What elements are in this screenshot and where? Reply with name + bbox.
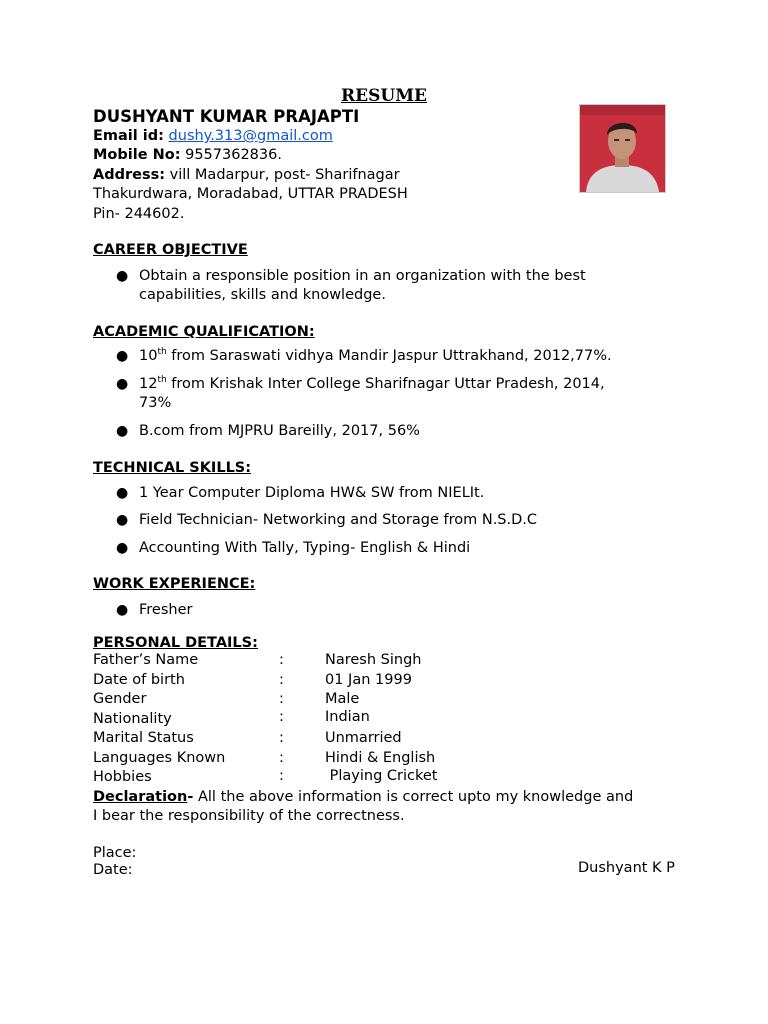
personal-value-gender: Male <box>325 691 360 707</box>
personal-value-languages: Hindi & English <box>325 750 436 766</box>
mobile-value: 9557362836. <box>185 147 282 163</box>
declaration-dash: - <box>187 789 194 805</box>
address-label: Address: <box>93 167 166 183</box>
address-line-1 <box>93 167 400 183</box>
academic-heading: ACADEMIC QUALIFICATION: <box>93 324 315 340</box>
personal-value-marital-status: Unmarried <box>325 730 402 746</box>
personal-separator: : <box>279 768 284 784</box>
bullet-icon: ● <box>116 540 129 556</box>
academic-item-text: from Krishak Inter College Sharifnagar Uttar Pradesh, 2014, <box>166 376 605 392</box>
career-objective-heading: CAREER OBJECTIVE <box>93 242 248 258</box>
address-line-2: Thakurdwara, Moradabad, UTTAR PRADESH <box>93 186 408 202</box>
bullet-icon: ● <box>116 602 129 618</box>
place-label: Place: <box>93 845 137 861</box>
bullet-icon: ● <box>116 485 129 501</box>
grade-number: 12 <box>139 376 158 392</box>
email-label: Email id: <box>93 128 164 144</box>
candidate-name: DUSHYANT KUMAR PRAJAPTI <box>93 107 360 126</box>
academic-item-3: B.com from MJPRU Bareilly, 2017, 56% <box>139 423 420 439</box>
grade-number: 10 <box>139 348 158 364</box>
grade-suffix: th <box>157 347 167 357</box>
work-experience-heading: WORK EXPERIENCE: <box>93 576 256 592</box>
personal-separator: : <box>279 750 284 766</box>
declaration-line-1 <box>93 789 633 805</box>
email-link[interactable]: dushy.313@gmail.com <box>168 128 333 144</box>
personal-label-gender: Gender <box>93 691 147 707</box>
bullet-icon: ● <box>116 376 129 392</box>
personal-label-languages: Languages Known <box>93 750 226 766</box>
skill-item-1: 1 Year Computer Diploma HW& SW from NIELIt. <box>139 485 485 501</box>
skill-item-3: Accounting With Tally, Typing- English & Hindi <box>139 540 471 556</box>
bullet-icon: ● <box>116 423 129 439</box>
declaration-label: Declaration <box>93 789 188 805</box>
academic-item-text: from Saraswati vidhya Mandir Jaspur Uttrakhand, 2012,77%. <box>166 348 612 364</box>
personal-label-fathers-name: Father’s Name <box>93 652 199 668</box>
mobile-label: Mobile No: <box>93 147 181 163</box>
personal-separator: : <box>279 691 284 707</box>
personal-label-nationality: Nationality <box>93 711 172 727</box>
person-photo-icon <box>580 105 665 192</box>
bullet-icon: ● <box>116 348 129 364</box>
personal-value-fathers-name: Naresh Singh <box>325 652 422 668</box>
personal-value-dob: 01 Jan 1999 <box>325 672 412 688</box>
personal-value-hobbies: Playing Cricket <box>325 768 438 784</box>
technical-skills-heading: TECHNICAL SKILLS: <box>93 460 252 476</box>
email-line <box>93 128 333 144</box>
academic-item-1 <box>139 348 612 364</box>
date-label: Date: <box>93 862 133 878</box>
bullet-icon: ● <box>116 268 129 284</box>
signature-name: Dushyant K P <box>578 860 675 876</box>
address-line-3: Pin- 244602. <box>93 206 185 222</box>
academic-item-2-continued: 73% <box>139 395 172 411</box>
objective-line-1: Obtain a responsible position in an organization with the best <box>139 268 586 284</box>
mobile-line <box>93 147 282 163</box>
profile-photo <box>579 104 666 193</box>
resume-title: RESUME <box>341 86 427 106</box>
personal-details-heading: PERSONAL DETAILS: <box>93 635 258 651</box>
declaration-text-1: All the above information is correct upto my knowledge and <box>193 789 634 805</box>
skill-item-2: Field Technician- Networking and Storage from N.S.D.C <box>139 512 538 528</box>
personal-label-hobbies: Hobbies <box>93 769 152 785</box>
bullet-icon: ● <box>116 512 129 528</box>
academic-item-2 <box>139 376 605 392</box>
personal-label-marital-status: Marital Status <box>93 730 194 746</box>
address-value-1: vill Madarpur, post- Sharifnagar <box>169 167 400 183</box>
work-item-1: Fresher <box>139 602 193 618</box>
personal-value-nationality: Indian <box>325 709 370 725</box>
grade-suffix: th <box>157 375 167 385</box>
objective-line-2: capabilities, skills and knowledge. <box>139 287 386 303</box>
personal-separator: : <box>279 709 284 725</box>
personal-label-dob: Date of birth <box>93 672 185 688</box>
personal-separator: : <box>279 672 284 688</box>
personal-separator: : <box>279 652 284 668</box>
declaration-line-2: I bear the responsibility of the correctness. <box>93 808 405 824</box>
personal-separator: : <box>279 730 284 746</box>
